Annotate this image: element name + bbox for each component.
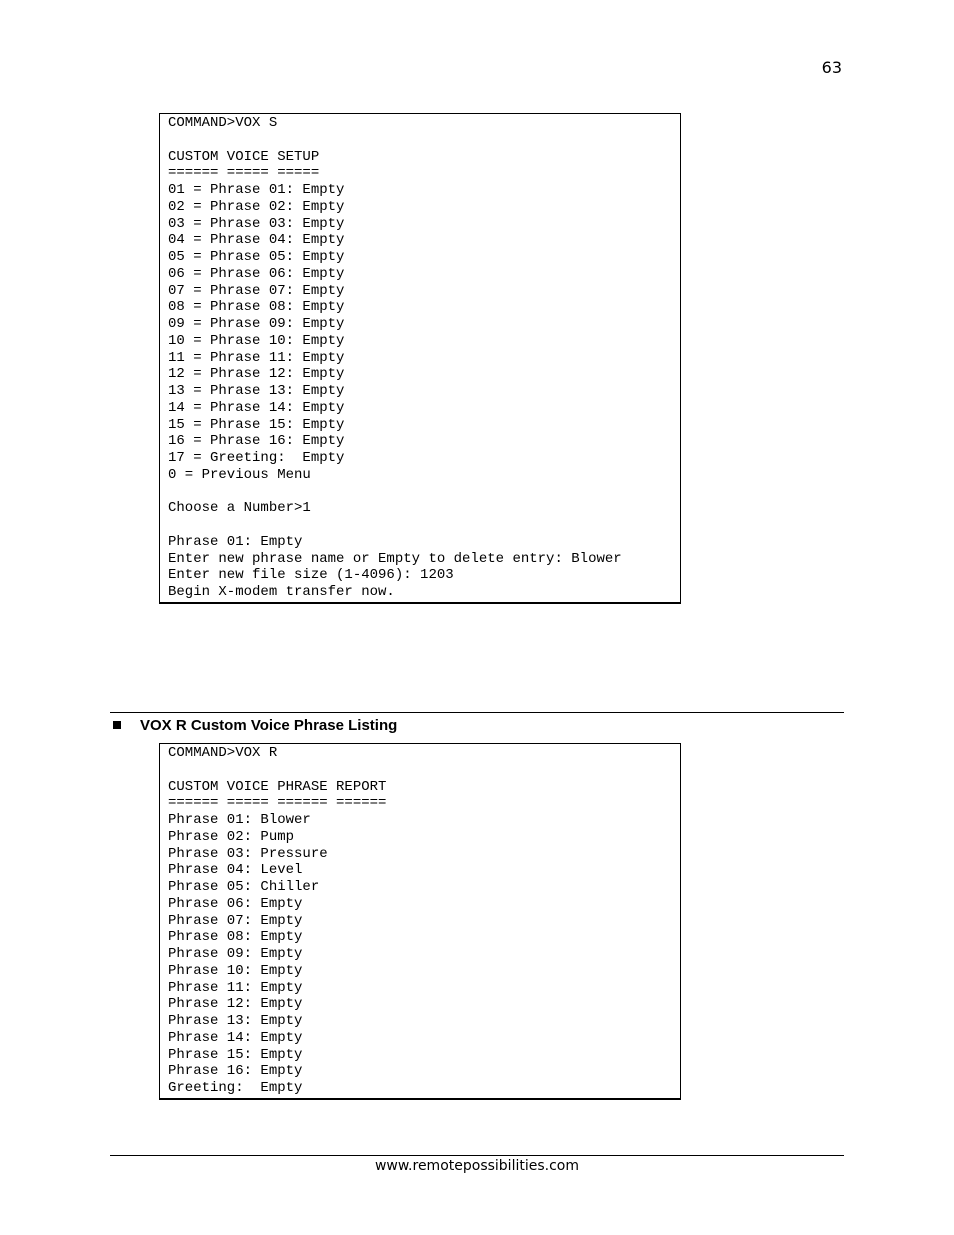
console-line: Phrase 12: Empty	[168, 996, 303, 1013]
console-line: COMMAND>VOX R	[168, 745, 278, 761]
section-heading-text: VOX R Custom Voice Phrase Listing	[140, 716, 398, 734]
footer-url: www.remotepossibilities.com	[374, 1158, 579, 1174]
console-line: Phrase 08: Empty	[168, 929, 303, 946]
vox-r-console-output	[159, 743, 681, 1100]
console-line: Phrase 01: Blower	[168, 812, 311, 828]
console-line: 17 = Greeting: Empty	[168, 450, 345, 466]
console-line: Phrase 05: Chiller	[168, 879, 320, 895]
console-line	[168, 132, 672, 149]
console-line: 06 = Phrase 06: Empty	[168, 265, 345, 282]
console-line: 15 = Phrase 15: Empty	[168, 416, 345, 433]
console-line: 13 = Phrase 13: Empty	[168, 383, 345, 399]
console-line	[168, 484, 672, 501]
console-line: 16 = Phrase 16: Empty	[168, 433, 345, 450]
console-line	[168, 517, 672, 534]
console-line: 04 = Phrase 04: Empty	[168, 232, 345, 249]
console-line: Phrase 16: Empty	[168, 1063, 303, 1080]
console-line: Phrase 13: Empty	[168, 1013, 303, 1029]
section-divider	[110, 712, 844, 713]
square-bullet-icon	[113, 721, 121, 729]
console-line: Phrase 10: Empty	[168, 962, 303, 979]
console-line: ====== ===== =====	[168, 165, 320, 182]
console-line: 14 = Phrase 14: Empty	[168, 399, 345, 416]
console-line: Enter new file size (1-4096): 1203	[168, 567, 454, 584]
console-line: CUSTOM VOICE SETUP	[168, 148, 320, 165]
console-line: CUSTOM VOICE PHRASE REPORT	[168, 778, 387, 795]
console-line: Phrase 01: Empty	[168, 533, 303, 550]
console-line: Greeting: Empty	[168, 1080, 303, 1096]
console-line: Phrase 15: Empty	[168, 1046, 303, 1063]
console-line: 09 = Phrase 09: Empty	[168, 316, 345, 332]
console-line: 01 = Phrase 01: Empty	[168, 182, 345, 198]
console-line	[168, 762, 672, 779]
section-heading	[113, 715, 397, 735]
console-line: Phrase 11: Empty	[168, 979, 303, 996]
console-line: Phrase 06: Empty	[168, 895, 303, 912]
console-line: Phrase 14: Empty	[168, 1029, 303, 1046]
vox-s-console-output	[159, 113, 681, 604]
console-line: 03 = Phrase 03: Empty	[168, 215, 345, 232]
console-line: 02 = Phrase 02: Empty	[168, 198, 345, 215]
console-line: 0 = Previous Menu	[168, 466, 311, 483]
console-line: 12 = Phrase 12: Empty	[168, 366, 345, 383]
console-line: 08 = Phrase 08: Empty	[168, 299, 345, 316]
console-line: 11 = Phrase 11: Empty	[168, 349, 345, 366]
console-line: Begin X-modem transfer now.	[168, 584, 395, 600]
footer-divider	[110, 1155, 844, 1156]
console-line: Phrase 09: Empty	[168, 946, 303, 962]
page-number: 63	[821, 58, 842, 77]
console-line: Choose a Number>1	[168, 500, 311, 517]
console-line: Phrase 03: Pressure	[168, 845, 328, 862]
console-line: Phrase 07: Empty	[168, 912, 303, 929]
console-line: ====== ===== ====== ======	[168, 795, 387, 812]
console-line: 10 = Phrase 10: Empty	[168, 332, 345, 349]
console-line: Phrase 04: Level	[168, 862, 303, 879]
console-line: Phrase 02: Pump	[168, 828, 295, 845]
console-line: COMMAND>VOX S	[168, 115, 278, 131]
console-line: Enter new phrase name or Empty to delete entry: Blower	[168, 550, 622, 567]
console-line: 05 = Phrase 05: Empty	[168, 249, 345, 265]
console-line: 07 = Phrase 07: Empty	[168, 282, 345, 299]
